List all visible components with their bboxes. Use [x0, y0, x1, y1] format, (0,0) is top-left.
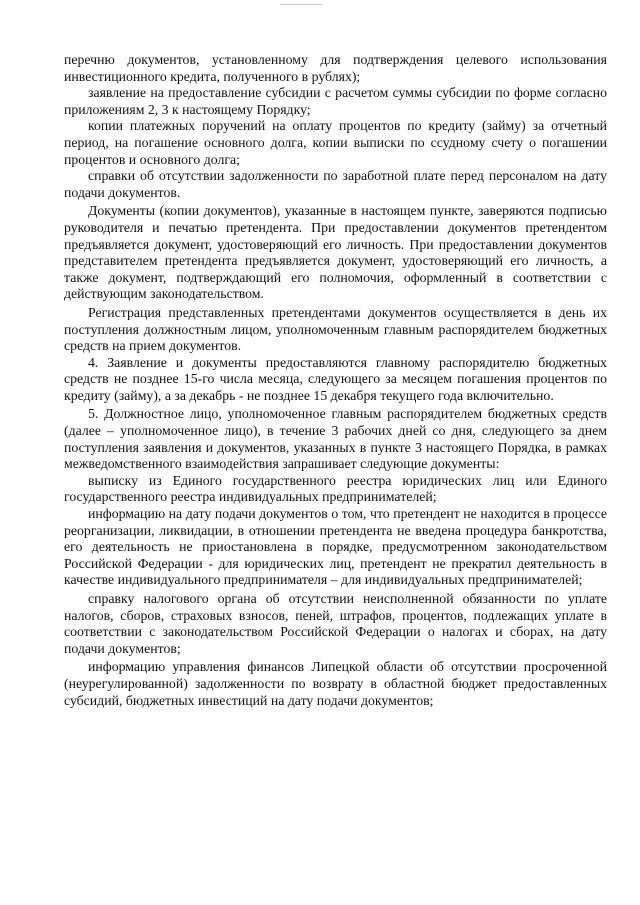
paragraph-clause-4: 4. Заявление и документы предоставляются главному распорядителю бюджетных средств не позднее 15-го числа месяца, следующего за месяцем погашения процентов по кредиту (займу), а за декабрь - не позднее 15 декабря текущего года включительно. — [64, 354, 607, 403]
paragraph-document-certification: Документы (копии документов), указанные в настоящем пункте, заверяются подписью руководителя и печатью претендента. При предоставлении документов претендентом предъявляется документ, удостоверяющий его личность. При предоставлении документов представителем претендента предъявляется документ, удостоверяющий его личность, а также документ, подтверждающий его полномочия, оформленный в соответствии с действующим законодательством. — [64, 203, 607, 302]
document-body — [64, 52, 607, 709]
paragraph-reorganization-info: информацию на дату подачи документов о том, что претендент не находится в процессе реорганизации, ликвидации, в отношении претендента не введена процедура банкротства, его деятельность не приостановлена в порядке, предусмотренном законодательством Российской Федерации - для юридических лиц, претендент не прекратил деятельность в качестве индивидуального предпринимателя – для индивидуальных предпринимателей; — [64, 506, 607, 588]
page-top-mark — [280, 4, 322, 7]
paragraph-payment-orders: копии платежных поручений на оплату процентов по кредиту (займу) за отчетный период, на погашение основного долга, копии выписки по ссудному счету о погашении процентов и основного долга; — [64, 118, 607, 167]
paragraph-continuation: перечню документов, установленному для подтверждения целевого использования инвестиционного кредита, полученного в рублях); — [64, 52, 607, 84]
paragraph-salary-certificate: справки об отсутствии задолженности по заработной плате перед персоналом на дату подачи документов. — [64, 168, 607, 200]
paragraph-registry-extract: выписку из Единого государственного реестра юридических лиц или Единого государственного реестра индивидуальных предпринимателей; — [64, 472, 607, 505]
paragraph-registration: Регистрация представленных претендентами документов осуществляется в день их поступления должностным лицом, уполномоченным главным распорядителем бюджетных средств на прием документов. — [64, 304, 607, 354]
paragraph-clause-5: 5. Должностное лицо, уполномоченное главным распорядителем бюджетных средств (далее – уполномоченное лицо), в течение 3 рабочих дней со дня, следующего за днем поступления заявления и документов, указанных в пункте 3 настоящего Порядка, в рамках межведомственного взаимодействия запрашивает следующие документы: — [64, 406, 607, 472]
paragraph-finance-info: информацию управления финансов Липецкой области об отсутствии просроченной (неурегулированной) задолженности по возврату в областной бюджет предоставленных субсидий, бюджетных инвестиций на дату подачи документов; — [64, 659, 607, 708]
paragraph-tax-certificate: справку налогового органа об отсутствии неисполненной обязанности по уплате налогов, сборов, страховых взносов, пеней, штрафов, процентов, подлежащих уплате в соответствии с законодательством Российской Федерации о налогах и сборах, на дату подачи документов; — [64, 591, 607, 656]
paragraph-application: заявление на предоставление субсидии с расчетом суммы субсидии по форме согласно приложениям 2, 3 к настоящему Порядку; — [64, 85, 607, 117]
